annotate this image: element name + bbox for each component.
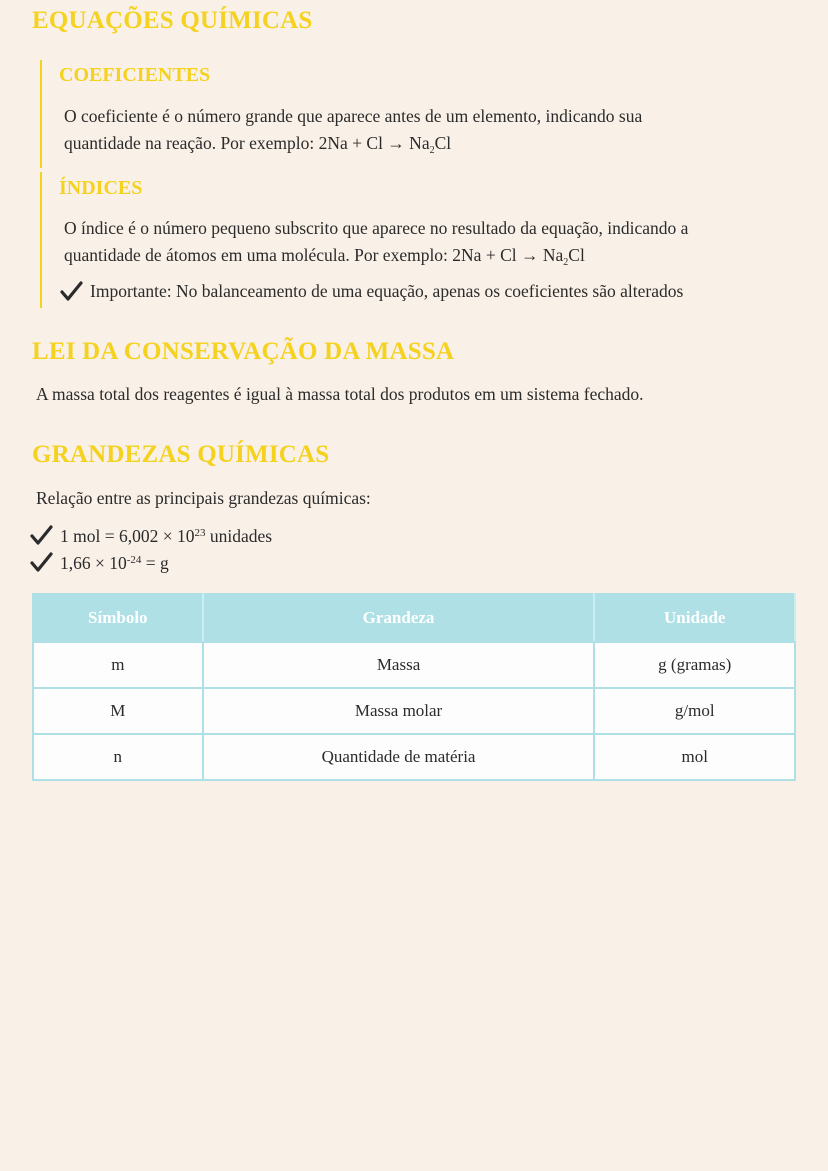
indices-line-2: quantidade de átomos em uma molécula. Por exemplo: $2Na + Cl \to Na_2Cl$ xyxy=(64,245,585,268)
indices-title: ÍNDICES xyxy=(59,177,143,199)
table-row xyxy=(33,688,795,734)
table-cell: g (gramas) xyxy=(594,642,795,688)
checkmark-icon xyxy=(60,280,84,302)
grandezas-item-1-text: 1 mol = $6,002 \times 10^{23}$ unidades xyxy=(60,526,273,546)
table-header-row xyxy=(33,594,795,642)
table-cell: Massa molar xyxy=(203,688,595,734)
section-title-grandezas: GRANDEZAS QUÍMICAS xyxy=(32,441,330,468)
section-title-conservacao: LEI DA CONSERVAÇÃO DA MASSA xyxy=(32,338,455,365)
conservacao-text: A massa total dos reagentes é igual à massa total dos produtos em um sistema fechado. xyxy=(36,384,644,404)
table-row xyxy=(33,734,795,780)
coeficientes-line-1: O coeficiente é o número grande que aparece antes de um elemento, indicando sua xyxy=(64,106,643,126)
table-row xyxy=(33,642,795,688)
grandezas-item-2 xyxy=(30,548,169,575)
table-cell: m xyxy=(33,642,203,688)
checkmark-icon xyxy=(30,551,54,573)
important-note xyxy=(60,279,683,303)
coeficientes-title: COEFICIENTES xyxy=(59,64,211,86)
table-header-simbolo: Símbolo xyxy=(33,594,203,642)
indices-line-1: O índice é o número pequeno subscrito que aparece no resultado da equação, indicando a xyxy=(64,218,689,238)
checkmark-icon xyxy=(30,524,54,546)
section-title-equacoes: EQUAÇÕES QUÍMICAS xyxy=(32,7,313,34)
table-cell: Massa xyxy=(203,642,595,688)
table-cell: M xyxy=(33,688,203,734)
table-header-unidade: Unidade xyxy=(594,594,795,642)
grandezas-item-2-text: $1,66 \times 10^{-24} = g$ xyxy=(60,553,169,573)
coeficientes-line-2: quantidade na reação. Por exemplo: $2Na + Cl \to Na_2Cl$ xyxy=(64,133,452,156)
table-cell: Quantidade de matéria xyxy=(203,734,595,780)
table-cell: n xyxy=(33,734,203,780)
grandezas-intro: Relação entre as principais grandezas químicas: xyxy=(36,488,371,508)
important-note-text: Importante: No balanceamento de uma equação, apenas os coeficientes são alterados xyxy=(90,281,684,301)
table-cell: mol xyxy=(594,734,795,780)
table-header-grandeza: Grandeza xyxy=(203,594,595,642)
grandezas-table xyxy=(32,593,796,781)
table-cell: g/mol xyxy=(594,688,795,734)
grandezas-item-1 xyxy=(30,521,272,548)
